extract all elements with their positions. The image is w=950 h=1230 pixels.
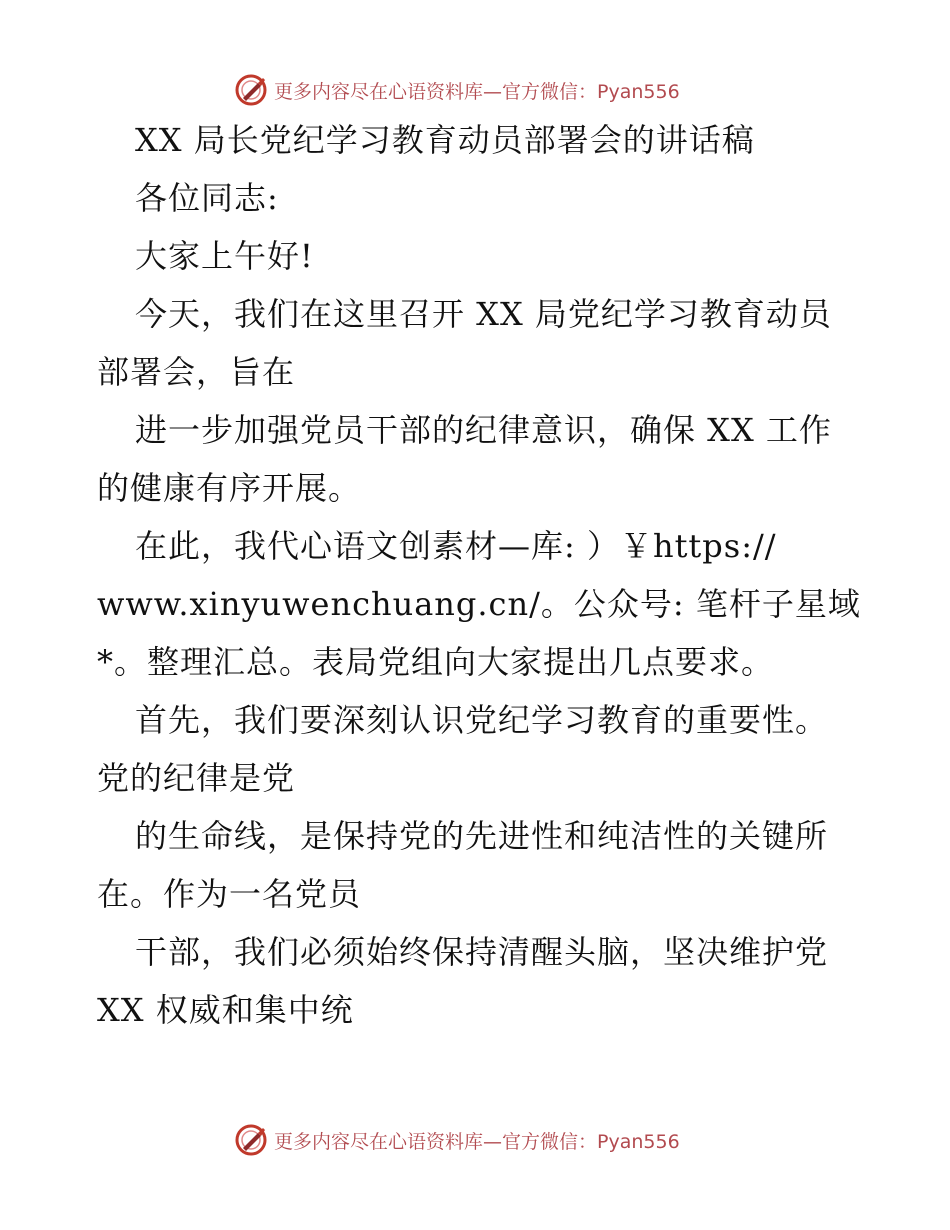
paragraph-line: XX 权威和集中统 — [97, 991, 354, 1029]
paragraph-line: 进一步加强党员干部的纪律意识，确保 XX 工作 — [135, 411, 832, 449]
footer-banner-text: 更多内容尽在心语资料库—官方微信：Pyan556 — [274, 1130, 680, 1153]
paragraph-line: www.xinyuwenchuang.cn/。公众号: 笔杆子星域 — [97, 585, 861, 623]
paragraph-line: 部署会，旨在 — [97, 353, 296, 391]
salutation: 各位同志: — [135, 179, 279, 217]
header-banner-text: 更多内容尽在心语资料库—官方微信：Pyan556 — [274, 80, 680, 103]
paragraph-line: *。整理汇总。表局党组向大家提出几点要求。 — [97, 643, 775, 681]
document-title: XX 局长党纪学习教育动员部署会的讲话稿 — [135, 121, 755, 159]
footer-banner-content — [234, 1120, 680, 1160]
paragraph-line: 干部，我们必须始终保持清醒头脑，坚决维护党 — [135, 933, 829, 971]
paragraph-line: 的生命线，是保持党的先进性和纯洁性的关键所 — [135, 817, 829, 855]
paragraph-line: 的健康有序开展。 — [97, 469, 362, 507]
paragraph-line: 党的纪律是党 — [97, 759, 296, 797]
paragraph-line: 首先，我们要深刻认识党纪学习教育的重要性。 — [135, 701, 829, 739]
header-banner — [0, 70, 950, 110]
paragraph-line: 在此，我代心语文创素材—库: ）￥https:// — [135, 527, 777, 565]
footer-banner — [0, 1120, 950, 1160]
paragraph-line: 今天，我们在这里召开 XX 局党纪学习教育动员 — [135, 295, 832, 333]
pen-nib-logo-icon — [234, 73, 268, 107]
header-banner-content — [234, 70, 680, 110]
paragraph-line: 在。作为一名党员 — [97, 875, 362, 913]
greeting: 大家上午好! — [135, 237, 314, 275]
pen-nib-logo-icon — [234, 1123, 268, 1157]
